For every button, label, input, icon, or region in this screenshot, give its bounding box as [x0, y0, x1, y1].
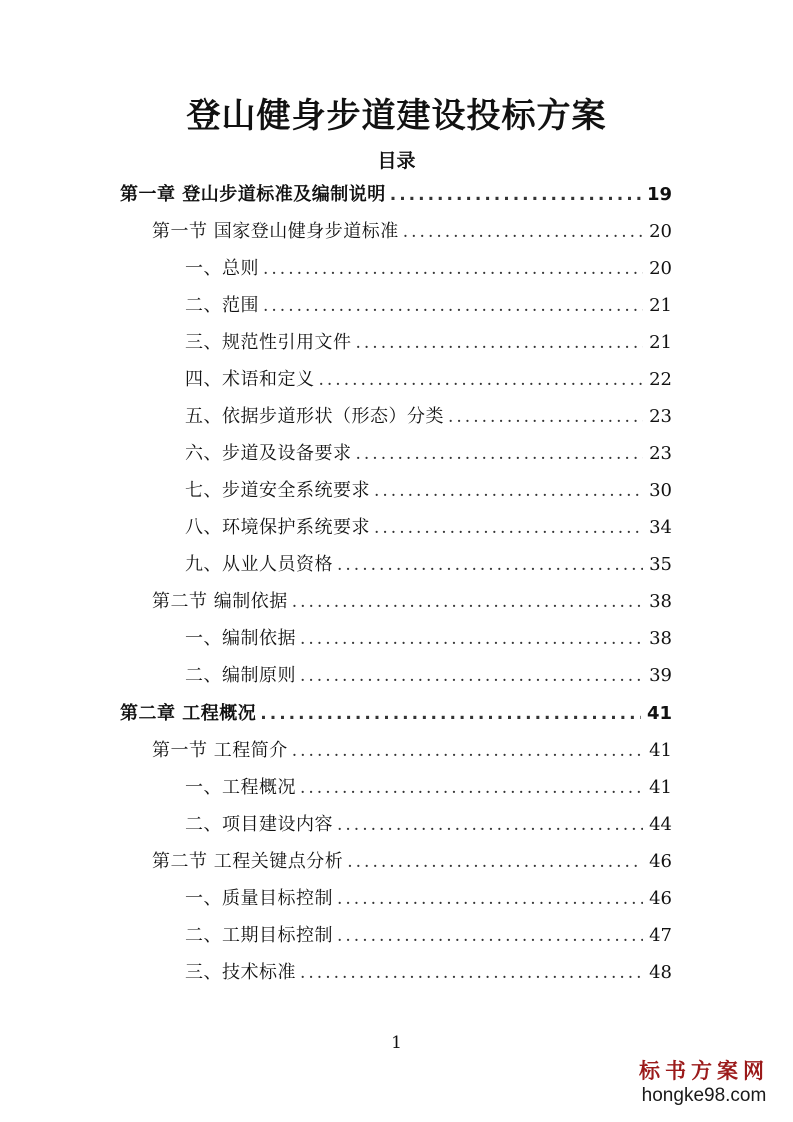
toc-dot-leader — [347, 844, 643, 881]
toc-item[interactable] — [185, 361, 672, 398]
toc-page-number: 34 — [649, 517, 672, 538]
toc-item[interactable] — [185, 509, 672, 546]
toc-entry-label: 二、项目建设内容 — [185, 814, 333, 835]
toc-item[interactable] — [185, 620, 672, 657]
toc-entry-label: 三、技术标准 — [185, 962, 296, 983]
watermark-url: hongke98.com — [641, 1085, 767, 1106]
toc-entry-label: 第二节 编制依据 — [152, 591, 288, 612]
toc-dot-leader — [337, 807, 643, 844]
toc-entry-label: 八、环境保护系统要求 — [185, 517, 370, 538]
toc-entry-label: 第二章 工程概况 — [120, 703, 257, 724]
toc-page-number: 41 — [649, 740, 672, 761]
toc-section-1-1[interactable] — [152, 213, 672, 250]
toc-page-number: 21 — [649, 295, 672, 316]
toc-page-number: 44 — [649, 814, 672, 835]
toc-chapter-2[interactable] — [120, 695, 672, 732]
toc-entry-label: 七、步道安全系统要求 — [185, 480, 370, 501]
toc-item[interactable] — [185, 287, 672, 324]
toc-page-number: 23 — [649, 443, 672, 464]
toc-entry-label: 第一节 国家登山健身步道标准 — [152, 221, 399, 242]
toc-item[interactable] — [185, 398, 672, 435]
toc-dot-leader — [356, 436, 644, 473]
toc-section-2-1[interactable] — [152, 732, 672, 769]
toc-entry-label: 三、规范性引用文件 — [185, 332, 352, 353]
toc-dot-leader — [260, 696, 641, 733]
toc-dot-leader — [300, 770, 643, 807]
toc-page-number: 39 — [649, 665, 672, 686]
toc-page-number: 46 — [649, 851, 672, 872]
toc-entry-label: 五、依据步道形状（形态）分类 — [185, 406, 444, 427]
toc-dot-leader — [337, 881, 643, 918]
toc-dot-leader — [374, 473, 643, 510]
toc-page-number: 23 — [649, 406, 672, 427]
toc-item[interactable] — [185, 546, 672, 583]
toc-chapter-1[interactable] — [120, 176, 672, 213]
toc-entry-label: 二、工期目标控制 — [185, 925, 333, 946]
toc-dot-leader — [390, 177, 641, 214]
toc-page-number: 20 — [649, 258, 672, 279]
toc-page-number: 38 — [649, 628, 672, 649]
page-number: 1 — [391, 1033, 402, 1053]
toc-entry-label: 第一章 登山步道标准及编制说明 — [120, 184, 386, 205]
toc-item[interactable] — [185, 657, 672, 694]
toc-entry-label: 四、术语和定义 — [185, 369, 315, 390]
toc-entry-label: 第一节 工程简介 — [152, 740, 288, 761]
toc-dot-leader — [292, 584, 643, 621]
toc-page-number: 41 — [646, 703, 672, 724]
toc-dot-leader — [319, 362, 644, 399]
toc-dot-leader — [300, 621, 643, 658]
toc-dot-leader — [292, 733, 643, 770]
toc-dot-leader — [337, 547, 643, 584]
toc-dot-leader — [300, 955, 643, 992]
toc-item[interactable] — [185, 472, 672, 509]
watermark-site-name: 标书方案网 — [639, 1058, 769, 1083]
toc-item[interactable] — [185, 250, 672, 287]
toc-entry-label: 二、范围 — [185, 295, 259, 316]
toc-item[interactable] — [185, 324, 672, 361]
toc-item[interactable] — [185, 917, 672, 954]
toc-item[interactable] — [185, 806, 672, 843]
toc-item[interactable] — [185, 769, 672, 806]
toc-section-1-2[interactable] — [152, 583, 672, 620]
toc-dot-leader — [263, 251, 643, 288]
toc-page-number: 22 — [649, 369, 672, 390]
toc-page-number: 30 — [649, 480, 672, 501]
toc-page-number: 41 — [649, 777, 672, 798]
toc-dot-leader — [263, 288, 643, 325]
toc-page-number: 19 — [646, 184, 672, 205]
toc-entry-label: 一、总则 — [185, 258, 259, 279]
toc-page-number: 21 — [649, 332, 672, 353]
toc-item[interactable] — [185, 880, 672, 917]
toc-dot-leader — [337, 918, 643, 955]
toc-entry-label: 九、从业人员资格 — [185, 554, 333, 575]
toc-item[interactable] — [185, 954, 672, 991]
toc-section-2-2[interactable] — [152, 843, 672, 880]
toc-page-number: 35 — [649, 554, 672, 575]
toc-entry-label: 一、编制依据 — [185, 628, 296, 649]
toc-entry-label: 一、质量目标控制 — [185, 888, 333, 909]
toc-page-number: 20 — [649, 221, 672, 242]
toc-dot-leader — [356, 325, 644, 362]
toc-entry-label: 六、步道及设备要求 — [185, 443, 352, 464]
toc-page-number: 38 — [649, 591, 672, 612]
document-title: 登山健身步道建设投标方案 — [186, 96, 607, 136]
toc-dot-leader — [448, 399, 643, 436]
toc-entry-label: 一、工程概况 — [185, 777, 296, 798]
watermark-logo — [629, 1058, 779, 1108]
toc-page-number: 48 — [649, 962, 672, 983]
toc-heading: 目录 — [377, 150, 416, 172]
toc-entry-label: 二、编制原则 — [185, 665, 296, 686]
toc-page-number: 47 — [649, 925, 672, 946]
toc-page-number: 46 — [649, 888, 672, 909]
toc-dot-leader — [300, 658, 643, 695]
toc-dot-leader — [374, 510, 643, 547]
toc-item[interactable] — [185, 435, 672, 472]
toc-dot-leader — [403, 214, 643, 251]
toc-entry-label: 第二节 工程关键点分析 — [152, 851, 344, 872]
